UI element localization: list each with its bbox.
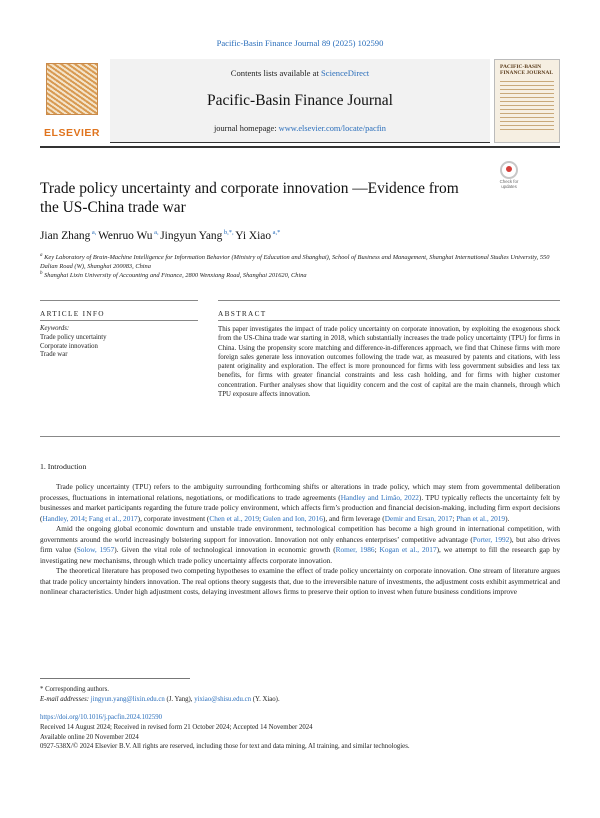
email-link[interactable]: jingyun.yang@lixin.edu.cn	[90, 696, 165, 703]
copyright-notice: 0927-538X/© 2024 Elsevier B.V. All rights are reserved, including those for text and data mining, AI training, and similar technologies.	[40, 743, 410, 751]
sciencedirect-link[interactable]: ScienceDirect	[321, 68, 370, 78]
paragraph: The theoretical literature has proposed two competing hypotheses to examine the effect of trade policy uncertainty on corporate innovation. One stream of literature argues that trade policy uncertainty hinders innovation. The real options theory suggests that, due to the irreversible nature of investments, the adjustment costs exhibit asymmetrical and nonlinear characteristics. Under high adjustment costs, delaying investment allows firms to preserve their option to invest when future business conditions improve	[40, 566, 560, 596]
cover-title: PACIFIC-BASIN FINANCE JOURNAL	[500, 64, 554, 77]
text-run: ). TPU typically reflects the uncertainty felt by businesses and market participants regarding the future trade policy environment, which affects firm’s production and financial decision-making, including firm export decisions (	[40, 492, 560, 523]
check-for-updates-badge[interactable]	[494, 161, 524, 191]
article-info-rule	[40, 320, 198, 321]
author-name[interactable]: Jian Zhang	[40, 229, 91, 242]
citation-link[interactable]: Solow, 1957	[76, 545, 115, 554]
text-run: ).	[505, 513, 510, 523]
footnote	[40, 685, 560, 705]
journal-reference[interactable]: Pacific-Basin Finance Journal 89 (2025) 102590	[216, 38, 384, 48]
citation-link[interactable]: Kogan et al., 2017	[379, 545, 437, 554]
author-marks[interactable]: a,	[152, 229, 161, 236]
citation-link[interactable]: Porter, 1992	[472, 534, 510, 544]
email-label: E-mail addresses:	[40, 696, 91, 703]
citation-link[interactable]: Romer, 1986	[335, 545, 375, 554]
contents-prefix: Contents lists available at	[230, 68, 321, 78]
keywords-block	[40, 325, 190, 360]
journal-masthead	[40, 59, 560, 143]
paper-title: Trade policy uncertainty and corporate innovation —Evidence from the US-China trade war	[40, 180, 459, 216]
abstract-rule-top	[218, 300, 560, 301]
intro-paragraph-1	[40, 482, 560, 598]
doi-link[interactable]: https://doi.org/10.1016/j.pacfin.2024.102590	[40, 714, 163, 721]
author-name[interactable]: Wenruo Wu	[98, 229, 153, 242]
homepage-link[interactable]: www.elsevier.com/locate/pacfin	[278, 124, 386, 133]
author-marks[interactable]: a,*	[271, 229, 281, 236]
author-name[interactable]: Yi Xiao	[235, 229, 272, 242]
homepage-line	[110, 124, 490, 133]
keyword-item: Trade war	[40, 351, 68, 359]
affiliation-text: Shanghai Lixin University of Accounting and Finance, 2800 Wenxiang Road, Shanghai 201620, China	[42, 272, 307, 280]
check-updates-icon	[500, 161, 518, 179]
article-info-label: ARTICLE INFO	[40, 309, 105, 318]
author-list	[40, 229, 560, 242]
email-link[interactable]: yixiao@shisu.edu.cn	[194, 696, 252, 703]
citation-link[interactable]: Phan et al., 2019	[456, 513, 506, 523]
text-run: ), corporate investment (	[137, 513, 210, 523]
author-marks[interactable]: b,*,	[222, 229, 236, 236]
contents-line	[110, 68, 490, 78]
available-online: Available online 20 November 2024	[40, 733, 139, 741]
received-dates: Received 14 August 2024; Received in revised form 21 October 2024; Accepted 14 November 2024	[40, 723, 313, 731]
elsevier-tree-icon	[46, 63, 98, 115]
text-run: ), we attempt to fill the research gap by investigating new mechanisms, through which trade policy uncertainty affects corporate innovation.	[40, 545, 561, 565]
email-owner: (J. Yang),	[164, 696, 195, 703]
email-owner: (Y. Xiao).	[251, 696, 280, 703]
text-run: ). Given the vital role of technological innovation in economic growth (	[114, 545, 336, 554]
footnote-rule	[40, 678, 190, 679]
affiliation-mark: b	[40, 271, 43, 276]
introduction-heading: 1. Introduction	[40, 462, 87, 471]
keyword-item: Corporate innovation	[40, 342, 98, 350]
text-run: ;	[374, 545, 380, 554]
citation-link[interactable]: Chen et al., 2019	[209, 513, 260, 523]
footnote-mark: *	[40, 686, 44, 693]
corresponding-text: Corresponding authors.	[43, 686, 109, 693]
citation-link[interactable]: Fang et al., 2017	[88, 513, 138, 523]
masthead-center	[110, 59, 490, 143]
keyword-item: Trade policy uncertainty	[40, 333, 107, 341]
elsevier-logo	[40, 59, 104, 143]
affiliation-text: Key Laboratory of Brain-Machine Intelligence for Information Behavior (Ministry of Education and Shanghai), School of Business and Management, Shanghai International Studies University, 550 Dalian Road (W), Shanghai 200083, China	[40, 254, 550, 271]
text-run: Trade policy uncertainty (TPU) refers to the ambiguity surrounding forthcoming shifts or alterations in trade policy, which may stem from governmental deliberation processes, fluctuations in international relations, negotiations, or modifications to trade agreements (	[40, 482, 560, 502]
cover-decoration	[500, 81, 554, 131]
text-run: Amid the ongoing global economic downturn and unstable trade environment, technological competition has become a high ground in international competition, with governments around the world increasingly bolstering support for innovation. Innovation not only enhances enterprises’ competitive advantage (	[40, 524, 560, 544]
check-updates-label: Check for updates	[499, 179, 519, 189]
affiliation-mark: a	[40, 253, 43, 258]
abstract-label: ABSTRACT	[218, 309, 267, 318]
text-run: ), but also drives firm value (	[40, 534, 560, 554]
email-line	[40, 695, 560, 705]
author-marks[interactable]: a,	[90, 229, 99, 236]
article-footer	[40, 713, 560, 752]
elsevier-wordmark: ELSEVIER	[44, 127, 100, 139]
keywords-heading: Keywords:	[40, 325, 70, 332]
citation-link[interactable]: Handley and Limão, 2022	[340, 492, 419, 502]
corresponding-note	[40, 685, 560, 695]
text-run: ;	[259, 513, 263, 523]
article-info-rule-top	[40, 300, 198, 301]
citation-link[interactable]: Demir and Ersan, 2017	[384, 513, 453, 523]
journal-cover-thumbnail[interactable]	[494, 59, 560, 143]
abstract-bottom-rule	[40, 436, 560, 437]
text-run: ;	[84, 513, 89, 523]
text-run: ), and firm leverage (	[322, 513, 385, 523]
citation-link[interactable]: Gulen and Ion, 2016	[262, 513, 323, 523]
journal-title: Pacific-Basin Finance Journal	[207, 92, 393, 109]
text-run: ;	[452, 513, 457, 523]
author-name[interactable]: Jingyun Yang	[160, 229, 223, 242]
header-rule	[40, 146, 560, 148]
abstract-rule	[218, 320, 560, 321]
paragraph	[40, 482, 560, 524]
homepage-prefix: journal homepage:	[213, 124, 279, 133]
citation-link[interactable]: Handley, 2014	[42, 513, 85, 523]
affiliation-b	[40, 269, 560, 280]
paragraph	[40, 524, 560, 566]
abstract-text: This paper investigates the impact of trade policy uncertainty on corporate innovation, by exploiting the exogenous shock from the US-China trade war starting in 2018, which substantially increases the trade policy uncertainty (TPU) for firms in China. Using the propensity score matching and difference-in-differences approach, we find that Chinese firms with more foreign sales generate less innovation outcomes following the trade war, as measured by patents and citations, with less patent originality and exploration. The effect is more pronounced for firms with less government subsidies and less tax benefits, for firms with greater financial constraints and less cash holding, and for firms with higher customer concentration. Further analyses show that liquidity concern and the cost of capital are the main channels, through which TPU exposure affects innovation.	[218, 326, 560, 399]
